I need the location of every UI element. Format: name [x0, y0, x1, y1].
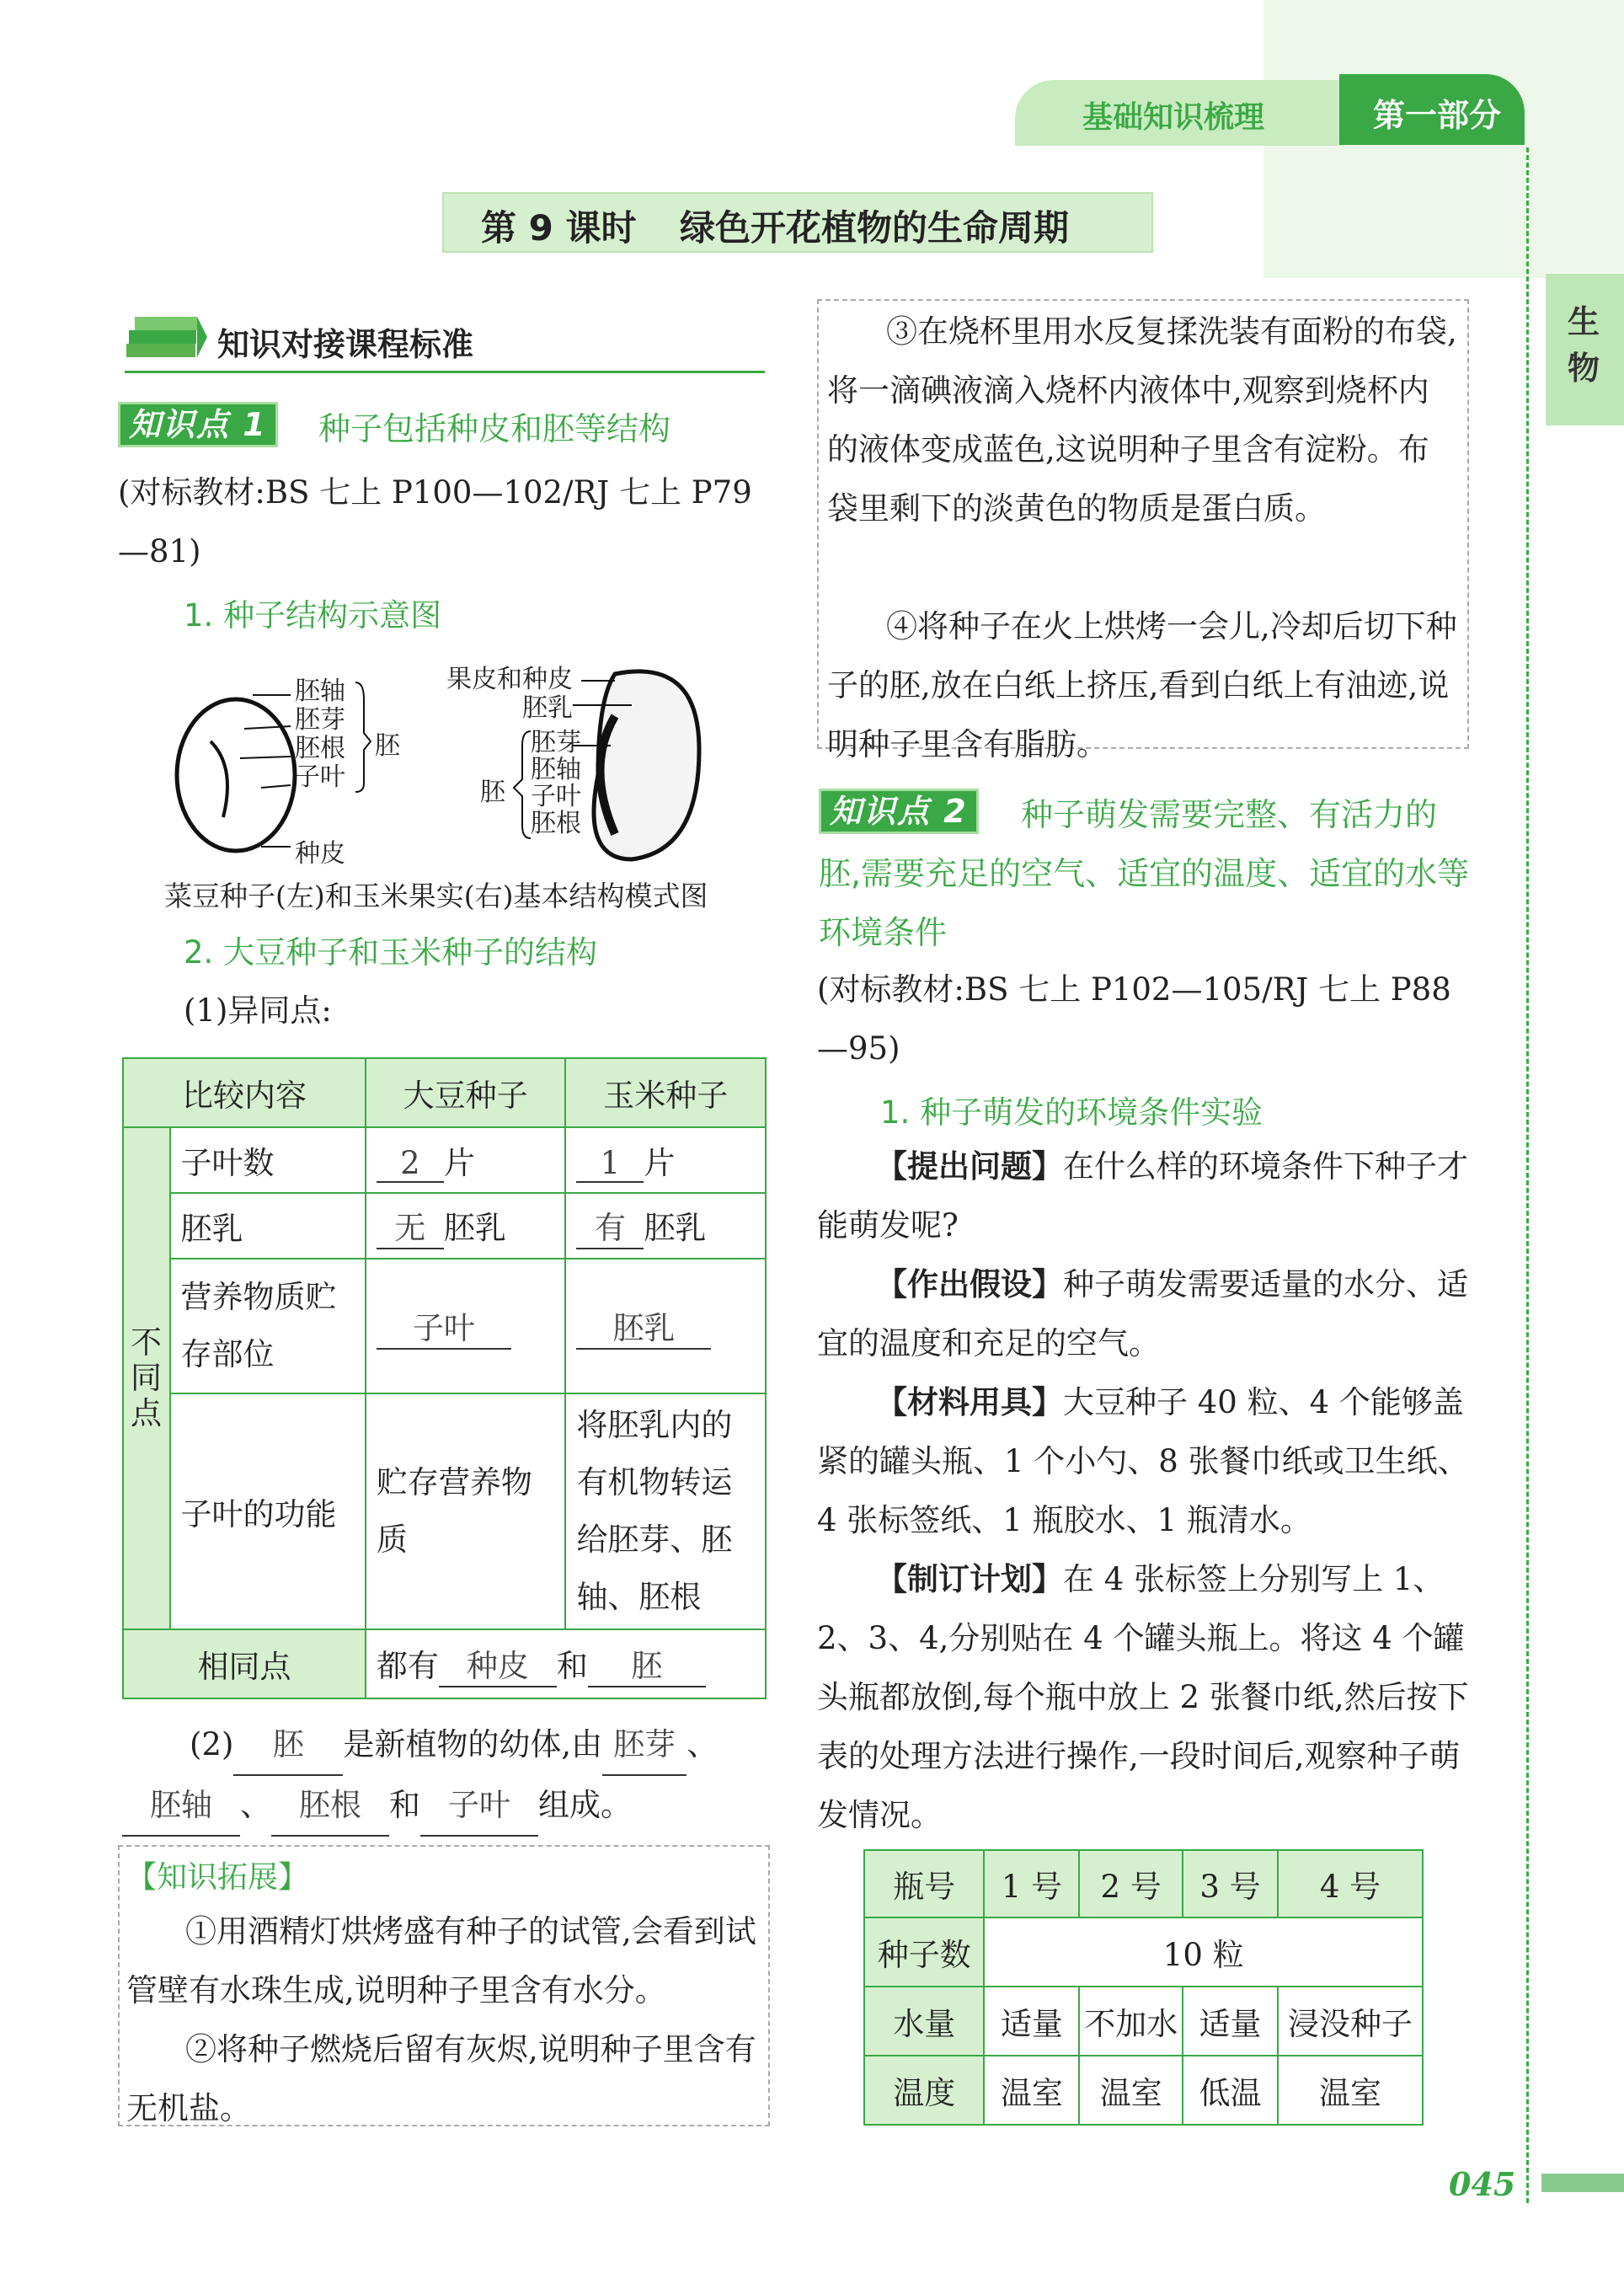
subject-label: 生物	[1568, 303, 1600, 387]
water-cell: 浸没种子	[1278, 1987, 1423, 2056]
water-cell: 适量	[984, 1987, 1079, 2056]
kp2-badge: 知识点 2	[819, 785, 979, 832]
answer-blank: 胚乳	[576, 1302, 711, 1350]
answer-blank: 1	[576, 1145, 644, 1183]
row-item: 相同点	[123, 1629, 366, 1698]
bean-seed-shape	[177, 699, 295, 851]
temp-cell: 温室	[1278, 2056, 1423, 2125]
table-header: 大豆种子	[366, 1058, 566, 1127]
bean-seedcoat-label: 种皮	[295, 839, 345, 869]
row-value: 贮存营养物质	[366, 1393, 566, 1629]
temp-cell: 低温	[1183, 2056, 1278, 2125]
temp-cell: 温室	[1079, 2056, 1183, 2125]
row-item: 子叶的功能	[170, 1393, 366, 1629]
page-number: 045	[1449, 2165, 1516, 2203]
table-header: 1 号	[984, 1850, 1079, 1917]
extension-p4: ④将种子在火上烘烤一会儿,冷却后切下种子的胚,放在白纸上挤压,看到白纸上有油迹,说明种子里含有脂肪。	[827, 608, 1457, 762]
kp2-reference: (对标教材:BS 七上 P102—105/RJ 七上 P88—95)	[817, 971, 1451, 1067]
table-header: 3 号	[1183, 1850, 1278, 1917]
kp1-heading: 种子包括种皮和胚等结构	[318, 410, 671, 447]
answer-blank: 种皮	[439, 1640, 557, 1687]
lesson-number: 第 9 课时	[481, 207, 637, 249]
knowledge-extension-box	[118, 1845, 770, 2126]
table-header: 瓶号	[864, 1850, 984, 1917]
extension-title: 【知识拓展】	[126, 1860, 309, 1895]
table-header: 比较内容	[123, 1058, 366, 1127]
corn-group-label: 胚	[480, 778, 505, 807]
corn-top-labels: 果皮和种皮 胚乳	[446, 665, 573, 723]
subheading-seed-diagram: 1. 种子结构示意图	[184, 597, 442, 634]
lesson-topic: 绿色开花植物的生命周期	[680, 207, 1070, 249]
answer-blank: 2	[377, 1145, 444, 1183]
margin-rule	[1526, 147, 1529, 2203]
subject-tab	[1546, 274, 1624, 425]
kp2-heading: 种子萌发需要完整、有活力的胚,需要充足的空气、适宜的温度、适宜的水等环境条件	[819, 796, 1470, 951]
books-icon	[125, 305, 209, 364]
subheading-experiment: 1. 种子萌发的环境条件实验	[880, 1094, 1263, 1131]
corn-label-list: 胚芽 胚轴 子叶 胚根	[531, 728, 581, 838]
row-label: 温度	[864, 2056, 984, 2125]
water-cell: 不加水	[1079, 1987, 1183, 2056]
diagram-caption: 菜豆种子(左)和玉米果实(右)基本结构模式图	[164, 880, 708, 912]
row-item: 子叶数	[170, 1127, 366, 1193]
row-label: 种子数	[864, 1917, 984, 1987]
table-header: 2 号	[1079, 1850, 1183, 1917]
side-label-differences: 不同点	[123, 1127, 170, 1629]
row-label: 水量	[864, 1987, 984, 2056]
step-plan: 【制订计划】在 4 张标签上分别写上 1、2、3、4,分别贴在 4 个罐头瓶上。将这 4 个罐头瓶都放倒,每个瓶中放上 2 张餐巾纸,然后按下表的处理方法进行操作,一段时间后,观察种子萌发情况。	[817, 1561, 1469, 1833]
part-label: 第一部分	[1373, 97, 1502, 134]
standards-banner: 知识对接课程标准	[217, 326, 474, 363]
extension-p1: ①用酒精灯烘烤盛有种子的试管,会看到试管壁有水珠生成,说明种子里含有水分。	[126, 1913, 756, 2008]
part-tab	[1339, 74, 1525, 145]
extension-p3: ③在烧杯里用水反复揉洗装有面粉的布袋,将一滴碘液滴入烧杯内液体中,观察到烧杯内的液体变成蓝色,这说明种子里含有淀粉。布袋里剩下的淡黄色的物质是蛋白质。	[827, 313, 1457, 527]
section-label: 基础知识梳理	[1082, 100, 1265, 135]
banner-underline	[125, 371, 765, 373]
table-header: 玉米种子	[565, 1058, 766, 1127]
seed-comparison-table: 比较内容 大豆种子 玉米种子 不同点 子叶数 2 片 1 片 胚乳 无 胚乳 有 胚乳 营养物质贮存部位 子叶 胚乳 子叶的功能 贮存营养物质 将胚乳内的有机物转运给胚芽、胚轴、胚根 相同点 都有 种皮 和 胚	[122, 1057, 767, 1699]
row-item: 营养物质贮存部位	[170, 1259, 366, 1393]
experiment-table	[863, 1849, 1424, 2126]
footer-bar	[1541, 2174, 1624, 2192]
lesson-title	[442, 192, 1153, 253]
step-hypothesis: 【作出假设】种子萌发需要适量的水分、适宜的温度和充足的空气。	[817, 1266, 1468, 1361]
subheading-similarities: (1)异同点:	[184, 992, 332, 1029]
subheading-structure: 2. 大豆种子和玉米种子的结构	[184, 934, 598, 971]
answer-blank: 胚	[588, 1640, 706, 1687]
kp1-reference: (对标教材:BS 七上 P100—102/RJ 七上 P79—81)	[118, 474, 752, 570]
step-question: 【提出问题】在什么样的环境条件下种子才能萌发呢?	[817, 1148, 1468, 1243]
answer-blank: 子叶	[377, 1302, 511, 1350]
answer-blank: 无	[377, 1202, 444, 1249]
table-header: 4 号	[1278, 1850, 1423, 1917]
embryo-fill-in: (2) 胚 是新植物的幼体,由 胚芽 、胚轴 、 胚根 和 子叶 组成。	[122, 1715, 771, 1837]
row-value: 将胚乳内的有机物转运给胚芽、胚轴、胚根	[565, 1393, 766, 1629]
bean-label-list: 胚轴 胚芽 胚根 子叶	[295, 677, 345, 792]
answer-blank: 有	[576, 1202, 644, 1249]
row-item: 胚乳	[170, 1193, 366, 1259]
kp1-badge: 知识点 1	[118, 398, 278, 445]
extension-p2: ②将种子燃烧后留有灰烬,说明种子里含有无机盐。	[126, 2031, 756, 2126]
same-cell: 都有 种皮 和 胚	[366, 1629, 766, 1698]
temp-cell: 温室	[984, 2056, 1079, 2125]
seed-count: 10 粒	[984, 1917, 1423, 1987]
extension-continued-box	[817, 299, 1469, 762]
seed-structure-diagram	[160, 649, 750, 868]
step-materials: 【材料用具】大豆种子 40 粒、4 个能够盖紧的罐头瓶、1 个小勺、8 张餐巾纸或卫生纸、4 张标签纸、1 瓶胶水、1 瓶清水。	[817, 1384, 1469, 1538]
bean-group-label: 胚	[375, 731, 400, 761]
water-cell: 适量	[1183, 1987, 1278, 2056]
section-tab	[1015, 80, 1344, 146]
